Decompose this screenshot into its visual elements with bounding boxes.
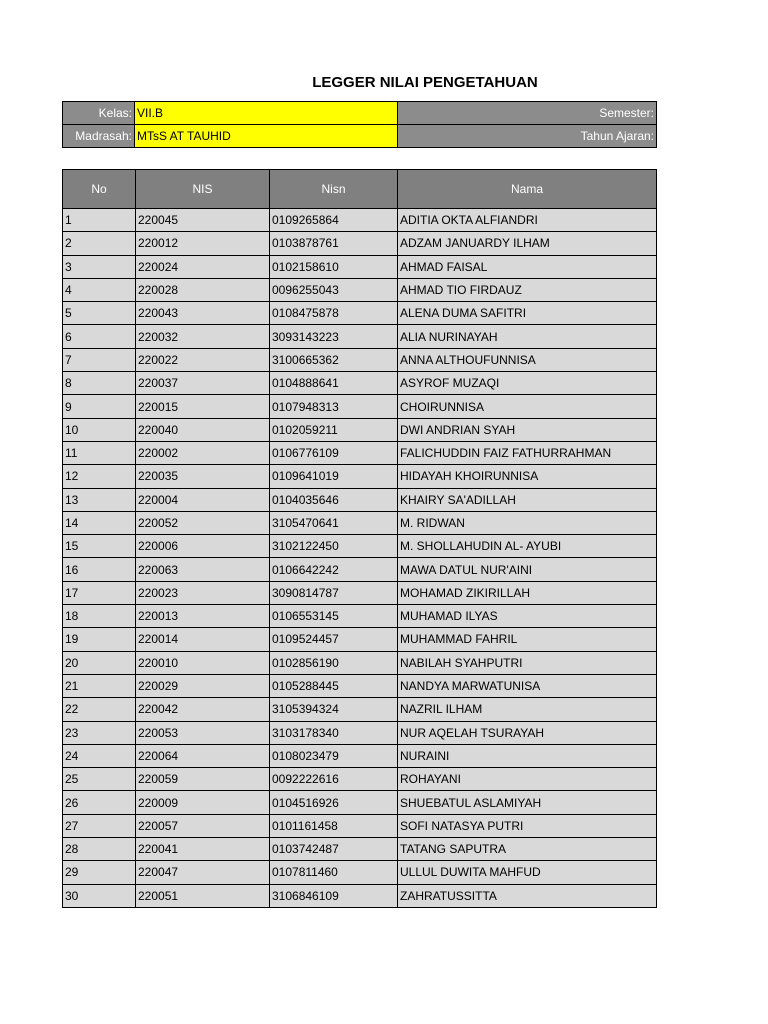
no-cell[interactable]: 19 <box>63 628 136 651</box>
nama-cell[interactable]: NURAINI <box>398 744 657 767</box>
nama-cell[interactable]: NABILAH SYAHPUTRI <box>398 651 657 674</box>
nisn-cell[interactable]: 3102122450 <box>270 535 398 558</box>
nis-cell[interactable]: 220004 <box>136 488 270 511</box>
nisn-cell[interactable]: 0108475878 <box>270 302 398 325</box>
no-cell[interactable]: 14 <box>63 511 136 534</box>
nisn-cell[interactable]: 3105470641 <box>270 511 398 534</box>
table-row <box>63 302 657 325</box>
nis-cell[interactable]: 220041 <box>136 838 270 861</box>
table-row <box>63 232 657 255</box>
nama-cell[interactable]: ADZAM JANUARDY ILHAM <box>398 232 657 255</box>
nis-cell[interactable]: 220037 <box>136 372 270 395</box>
nama-cell[interactable]: ZAHRATUSSITTA <box>398 884 657 907</box>
nisn-cell[interactable]: 0105288445 <box>270 674 398 697</box>
table-row <box>63 814 657 837</box>
table-row <box>63 488 657 511</box>
table-row <box>63 511 657 534</box>
nisn-cell[interactable]: 0106642242 <box>270 558 398 581</box>
table-row <box>63 441 657 464</box>
nis-cell[interactable]: 220015 <box>136 395 270 418</box>
nisn-cell[interactable]: 3100665362 <box>270 348 398 371</box>
nama-cell[interactable]: FALICHUDDIN FAIZ FATHURRAHMAN <box>398 441 657 464</box>
no-cell[interactable]: 25 <box>63 768 136 791</box>
nis-cell[interactable]: 220002 <box>136 441 270 464</box>
kelas-value[interactable]: VII.B <box>135 102 398 125</box>
nis-cell[interactable]: 220022 <box>136 348 270 371</box>
nis-cell[interactable]: 220009 <box>136 791 270 814</box>
nisn-cell[interactable]: 0092222616 <box>270 768 398 791</box>
nama-cell[interactable]: MOHAMAD ZIKIRILLAH <box>398 581 657 604</box>
no-cell[interactable]: 16 <box>63 558 136 581</box>
nama-cell[interactable]: ASYROF MUZAQI <box>398 372 657 395</box>
nisn-cell[interactable]: 3105394324 <box>270 698 398 721</box>
table-row <box>63 255 657 278</box>
nama-cell[interactable]: MAWA DATUL NUR'AINI <box>398 558 657 581</box>
nisn-cell[interactable]: 3093143223 <box>270 325 398 348</box>
nisn-cell[interactable]: 0106776109 <box>270 441 398 464</box>
no-cell[interactable]: 18 <box>63 605 136 628</box>
student-table <box>62 169 657 908</box>
no-cell[interactable]: 5 <box>63 302 136 325</box>
nama-cell[interactable]: NANDYA MARWATUNISA <box>398 674 657 697</box>
no-cell[interactable]: 29 <box>63 861 136 884</box>
no-cell[interactable]: 20 <box>63 651 136 674</box>
info-row-kelas <box>63 102 657 125</box>
nisn-cell[interactable]: 0109524457 <box>270 628 398 651</box>
nis-cell[interactable]: 220059 <box>136 768 270 791</box>
nisn-cell[interactable]: 0104888641 <box>270 372 398 395</box>
no-cell[interactable]: 13 <box>63 488 136 511</box>
table-row <box>63 674 657 697</box>
no-cell[interactable]: 21 <box>63 674 136 697</box>
nama-cell[interactable]: CHOIRUNNISA <box>398 395 657 418</box>
table-row <box>63 721 657 744</box>
nisn-cell[interactable]: 0103878761 <box>270 232 398 255</box>
table-row <box>63 581 657 604</box>
kelas-label: Kelas: <box>63 102 135 125</box>
nisn-cell[interactable]: 0104035646 <box>270 488 398 511</box>
table-row <box>63 558 657 581</box>
table-row <box>63 698 657 721</box>
no-cell[interactable]: 2 <box>63 232 136 255</box>
nisn-cell[interactable]: 0108023479 <box>270 744 398 767</box>
nisn-cell[interactable]: 0109265864 <box>270 209 398 232</box>
nisn-cell[interactable]: 0104516926 <box>270 791 398 814</box>
column-header-no: No <box>63 170 136 209</box>
nis-cell[interactable]: 220051 <box>136 884 270 907</box>
table-row <box>63 535 657 558</box>
table-header-row <box>63 170 657 209</box>
column-header-nisn: Nisn <box>270 170 398 209</box>
column-header-nama: Nama <box>398 170 657 209</box>
nama-cell[interactable]: M. RIDWAN <box>398 511 657 534</box>
table-row <box>63 418 657 441</box>
table-row <box>63 395 657 418</box>
nis-cell[interactable]: 220053 <box>136 721 270 744</box>
no-cell[interactable]: 30 <box>63 884 136 907</box>
no-cell[interactable]: 24 <box>63 744 136 767</box>
nisn-cell[interactable]: 0096255043 <box>270 278 398 301</box>
nis-cell[interactable]: 220014 <box>136 628 270 651</box>
semester-label: Semester: <box>398 102 657 125</box>
no-cell[interactable]: 1 <box>63 209 136 232</box>
nama-cell[interactable]: ADITIA OKTA ALFIANDRI <box>398 209 657 232</box>
nama-cell[interactable]: AHMAD TIO FIRDAUZ <box>398 278 657 301</box>
nisn-cell[interactable]: 0107811460 <box>270 861 398 884</box>
nis-cell[interactable]: 220063 <box>136 558 270 581</box>
no-cell[interactable]: 17 <box>63 581 136 604</box>
nama-cell[interactable]: MUHAMMAD FAHRIL <box>398 628 657 651</box>
nis-cell[interactable]: 220042 <box>136 698 270 721</box>
table-row <box>63 278 657 301</box>
nis-cell[interactable]: 220064 <box>136 744 270 767</box>
nama-cell[interactable]: ULLUL DUWITA MAHFUD <box>398 861 657 884</box>
nis-cell[interactable]: 220047 <box>136 861 270 884</box>
nama-cell[interactable]: ALENA DUMA SAFITRI <box>398 302 657 325</box>
nis-cell[interactable]: 220057 <box>136 814 270 837</box>
table-row <box>63 838 657 861</box>
madrasah-label: Madrasah: <box>63 125 135 148</box>
no-cell[interactable]: 28 <box>63 838 136 861</box>
nis-cell[interactable]: 220032 <box>136 325 270 348</box>
nama-cell[interactable]: M. SHOLLAHUDIN AL- AYUBI <box>398 535 657 558</box>
madrasah-value[interactable]: MTsS AT TAUHID <box>135 125 398 148</box>
nisn-cell[interactable]: 0102059211 <box>270 418 398 441</box>
no-cell[interactable]: 12 <box>63 465 136 488</box>
nama-cell[interactable]: NUR AQELAH TSURAYAH <box>398 721 657 744</box>
nis-cell[interactable]: 220043 <box>136 302 270 325</box>
nisn-cell[interactable]: 0107948313 <box>270 395 398 418</box>
no-cell[interactable]: 3 <box>63 255 136 278</box>
nama-cell[interactable]: NAZRIL ILHAM <box>398 698 657 721</box>
no-cell[interactable]: 6 <box>63 325 136 348</box>
no-cell[interactable]: 7 <box>63 348 136 371</box>
table-row <box>63 465 657 488</box>
page-title: LEGGER NILAI PENGETAHUAN <box>312 74 538 91</box>
no-cell[interactable]: 23 <box>63 721 136 744</box>
nis-cell[interactable]: 220045 <box>136 209 270 232</box>
no-cell[interactable]: 4 <box>63 278 136 301</box>
table-row <box>63 861 657 884</box>
info-row-madrasah <box>63 125 657 148</box>
nama-cell[interactable]: DWI ANDRIAN SYAH <box>398 418 657 441</box>
table-row <box>63 628 657 651</box>
no-cell[interactable]: 8 <box>63 372 136 395</box>
nis-cell[interactable]: 220029 <box>136 674 270 697</box>
table-row <box>63 744 657 767</box>
table-row <box>63 768 657 791</box>
nama-cell[interactable]: TATANG SAPUTRA <box>398 838 657 861</box>
nama-cell[interactable]: ROHAYANI <box>398 768 657 791</box>
nama-cell[interactable]: KHAIRY SA'ADILLAH <box>398 488 657 511</box>
no-cell[interactable]: 27 <box>63 814 136 837</box>
info-table <box>62 101 657 148</box>
no-cell[interactable]: 9 <box>63 395 136 418</box>
nisn-cell[interactable]: 0102158610 <box>270 255 398 278</box>
nama-cell[interactable]: ALIA NURINAYAH <box>398 325 657 348</box>
nis-cell[interactable]: 220023 <box>136 581 270 604</box>
nisn-cell[interactable]: 0109641019 <box>270 465 398 488</box>
nis-cell[interactable]: 220040 <box>136 418 270 441</box>
no-cell[interactable]: 15 <box>63 535 136 558</box>
no-cell[interactable]: 11 <box>63 441 136 464</box>
nisn-cell[interactable]: 0101161458 <box>270 814 398 837</box>
nis-cell[interactable]: 220010 <box>136 651 270 674</box>
nisn-cell[interactable]: 3106846109 <box>270 884 398 907</box>
nama-cell[interactable]: SOFI NATASYA PUTRI <box>398 814 657 837</box>
nis-cell[interactable]: 220013 <box>136 605 270 628</box>
nis-cell[interactable]: 220024 <box>136 255 270 278</box>
nisn-cell[interactable]: 3103178340 <box>270 721 398 744</box>
nama-cell[interactable]: AHMAD FAISAL <box>398 255 657 278</box>
table-row <box>63 209 657 232</box>
nama-cell[interactable]: MUHAMAD ILYAS <box>398 605 657 628</box>
nisn-cell[interactable]: 0103742487 <box>270 838 398 861</box>
table-row <box>63 348 657 371</box>
table-row <box>63 884 657 907</box>
no-cell[interactable]: 10 <box>63 418 136 441</box>
table-row <box>63 605 657 628</box>
nis-cell[interactable]: 220028 <box>136 278 270 301</box>
nis-cell[interactable]: 220012 <box>136 232 270 255</box>
table-row <box>63 372 657 395</box>
nis-cell[interactable]: 220006 <box>136 535 270 558</box>
tahun-ajaran-label: Tahun Ajaran: <box>398 125 657 148</box>
table-row <box>63 651 657 674</box>
table-row <box>63 791 657 814</box>
nis-cell[interactable]: 220052 <box>136 511 270 534</box>
column-header-nis: NIS <box>136 170 270 209</box>
table-row <box>63 325 657 348</box>
nama-cell[interactable]: ANNA ALTHOUFUNNISA <box>398 348 657 371</box>
nisn-cell[interactable]: 0106553145 <box>270 605 398 628</box>
no-cell[interactable]: 22 <box>63 698 136 721</box>
nama-cell[interactable]: SHUEBATUL ASLAMIYAH <box>398 791 657 814</box>
nisn-cell[interactable]: 0102856190 <box>270 651 398 674</box>
nis-cell[interactable]: 220035 <box>136 465 270 488</box>
nisn-cell[interactable]: 3090814787 <box>270 581 398 604</box>
nama-cell[interactable]: HIDAYAH KHOIRUNNISA <box>398 465 657 488</box>
no-cell[interactable]: 26 <box>63 791 136 814</box>
